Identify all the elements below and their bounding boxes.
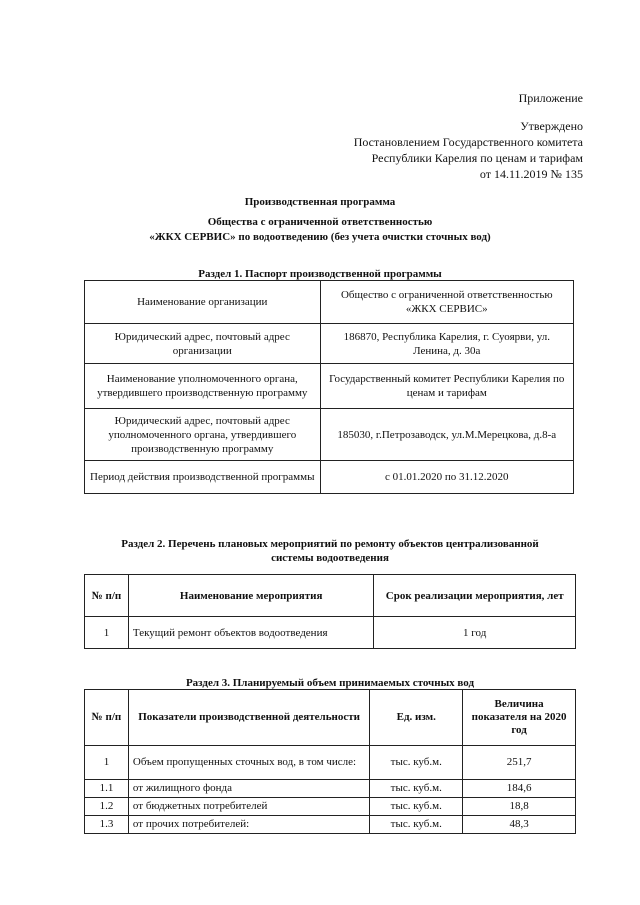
measures-table [84, 574, 576, 649]
passport-label: Наименование организации [85, 281, 321, 324]
section2-heading-2: системы водоотведения [271, 552, 389, 564]
row-name: от прочих потребителей: [128, 816, 369, 834]
row-num: 1 [85, 617, 129, 649]
row-value: 18,8 [463, 798, 576, 816]
col-header-value: Величина показателя на 2020 год [463, 690, 576, 746]
table-row [85, 617, 576, 649]
approval-line-3: от 14.11.2019 № 135 [479, 167, 583, 181]
col-header-unit: Ед. изм. [370, 690, 463, 746]
passport-label: Юридический адрес, почтовый адрес организации [85, 324, 321, 364]
row-num: 1.1 [85, 780, 129, 798]
doc-subtitle-1: Общества с ограниченной ответственностью [207, 216, 433, 228]
passport-value: 186870, Республика Карелия, г. Суоярви, ул. Ленина, д. 30а [320, 324, 573, 364]
table-row [85, 281, 574, 324]
row-name: Объем пропущенных сточных вод, в том числе: [128, 746, 369, 780]
passport-table [84, 280, 574, 494]
table-row [85, 409, 574, 461]
row-value: 251,7 [463, 746, 576, 780]
table-row [85, 461, 574, 494]
approval-line-2: Республики Карелия по ценам и тарифам [371, 151, 583, 165]
row-value: 48,3 [463, 816, 576, 834]
row-unit: тыс. куб.м. [370, 780, 463, 798]
row-unit: тыс. куб.м. [370, 746, 463, 780]
table-row [85, 816, 576, 834]
appendix-label: Приложение [518, 91, 583, 105]
passport-value: 185030, г.Петрозаводск, ул.М.Мерецкова, д.8-а [320, 409, 573, 461]
passport-label: Юридический адрес, почтовый адрес уполномоченного органа, утвердившего производственную программу [85, 409, 321, 461]
table-row [85, 575, 576, 617]
passport-value: с 01.01.2020 по 31.12.2020 [320, 461, 573, 494]
table-row [85, 324, 574, 364]
row-num: 1.2 [85, 798, 129, 816]
section1-heading: Раздел 1. Паспорт производственной программы [198, 268, 442, 280]
section2-heading-1: Раздел 2. Перечень плановых мероприятий по ремонту объектов централизованной [121, 538, 539, 550]
passport-value: Государственный комитет Республики Карелия по ценам и тарифам [320, 364, 573, 409]
volume-table [84, 689, 576, 834]
col-header-num: № п/п [85, 690, 129, 746]
row-name: от бюджетных потребителей [128, 798, 369, 816]
passport-label: Наименование уполномоченного органа, утвердившего производственную программу [85, 364, 321, 409]
table-row [85, 690, 576, 746]
section3-heading: Раздел 3. Планируемый объем принимаемых сточных вод [185, 677, 475, 689]
col-header-indicator: Показатели производственной деятельности [128, 690, 369, 746]
table-row [85, 780, 576, 798]
approved-label: Утверждено [520, 119, 583, 133]
row-term: 1 год [374, 617, 576, 649]
row-value: 184,6 [463, 780, 576, 798]
col-header-num: № п/п [85, 575, 129, 617]
table-row [85, 746, 576, 780]
row-name: от жилищного фонда [128, 780, 369, 798]
approval-line-1: Постановлением Государственного комитета [353, 135, 583, 149]
col-header-name: Наименование мероприятия [128, 575, 373, 617]
row-num: 1.3 [85, 816, 129, 834]
table-row [85, 364, 574, 409]
col-header-term: Срок реализации мероприятия, лет [374, 575, 576, 617]
row-name: Текущий ремонт объектов водоотведения [128, 617, 373, 649]
passport-label: Период действия производственной программы [85, 461, 321, 494]
row-unit: тыс. куб.м. [370, 816, 463, 834]
table-row [85, 798, 576, 816]
row-unit: тыс. куб.м. [370, 798, 463, 816]
passport-value: Общество с ограниченной ответственностью «ЖКХ СЕРВИС» [320, 281, 573, 324]
doc-title: Производственная программа [244, 196, 396, 208]
row-num: 1 [85, 746, 129, 780]
doc-subtitle-2: «ЖКХ СЕРВИС» по водоотведению (без учета очистки сточных вод) [149, 231, 491, 243]
